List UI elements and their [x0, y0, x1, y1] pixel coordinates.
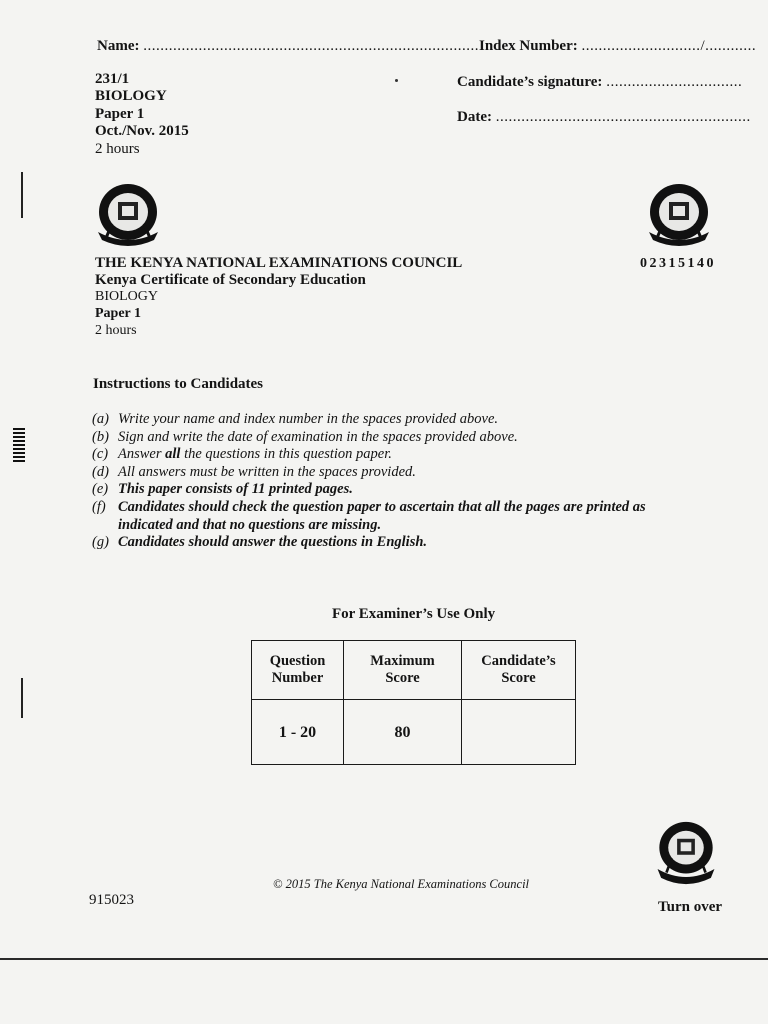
copyright-text: © 2015 The Kenya National Examinations Council: [273, 877, 530, 891]
signature-field: [457, 74, 742, 91]
instructions-title: Instructions to Candidates: [93, 376, 264, 392]
barcode-mark: [13, 428, 25, 464]
instructions-list: [92, 411, 712, 552]
paper-session: Oct./Nov. 2015: [95, 123, 189, 139]
date-dots: ............................................................: [495, 109, 751, 125]
column-header-candidate-score: Candidate’s Score: [462, 641, 576, 700]
candidate-score-cell[interactable]: [462, 700, 576, 765]
name-dots: ...............................................................................: [143, 38, 479, 54]
instruction-item: (d) All answers must be written in the spaces provided.: [92, 463, 416, 480]
council-subject: BIOLOGY: [95, 289, 158, 304]
paper-subject: BIOLOGY: [95, 88, 167, 104]
column-header-maximum-score: Maximum Score: [344, 641, 462, 700]
paper-code-footer: 915023: [89, 892, 134, 908]
question-range-cell: 1 - 20: [252, 700, 344, 765]
instruction-item: (f) Candidates should check the question paper to ascertain that all the pages are printed as: [92, 498, 646, 515]
examiner-score-table: [251, 640, 576, 765]
instruction-item: (c) Answer all the questions in this question paper.: [92, 446, 392, 463]
name-field: [97, 38, 756, 55]
column-header-question-number: Question Number: [252, 641, 344, 700]
instruction-item: (e) This paper consists of 11 printed pages.: [92, 481, 353, 498]
examiner-title: For Examiner’s Use Only: [332, 606, 496, 622]
paper-duration: 2 hours: [95, 141, 140, 157]
instruction-item: (a) Write your name and index number in the spaces provided above.: [92, 411, 499, 427]
kenya-coat-of-arms-icon: [92, 180, 164, 250]
signature-label: Candidate’s signature:: [457, 74, 603, 90]
index-number-label: Index Number:: [478, 38, 578, 54]
kenya-coat-of-arms-icon: [643, 180, 715, 250]
scan-edge-mark: [21, 172, 23, 218]
kenya-coat-of-arms-icon: [654, 818, 718, 888]
instruction-item-continuation: indicated and that no questions are missing.: [118, 516, 382, 533]
date-field: [457, 109, 751, 126]
council-name: THE KENYA NATIONAL EXAMINATIONS COUNCIL: [95, 255, 463, 271]
date-label: Date:: [457, 109, 492, 125]
instruction-item: (b) Sign and write the date of examination in the spaces provided above.: [92, 428, 518, 445]
index-number-dots: ............................/............: [581, 38, 757, 54]
signature-dots: ................................: [606, 74, 743, 90]
council-paper: Paper 1: [95, 306, 142, 321]
name-label: Name:: [97, 38, 140, 54]
page-edge-line: [0, 958, 768, 960]
scan-edge-mark: [21, 678, 23, 718]
turn-over-text: Turn over: [658, 899, 723, 915]
paper-number: Paper 1: [95, 106, 145, 122]
council-duration: 2 hours: [95, 323, 137, 338]
maximum-score-cell: 80: [344, 700, 462, 765]
paper-code: 231/1: [95, 71, 130, 87]
certificate-title: Kenya Certificate of Secondary Education: [95, 272, 366, 288]
stray-dot: [395, 79, 398, 82]
instruction-item: (g) Candidates should answer the questions in English.: [92, 534, 428, 551]
serial-number: 02315140: [640, 256, 716, 271]
